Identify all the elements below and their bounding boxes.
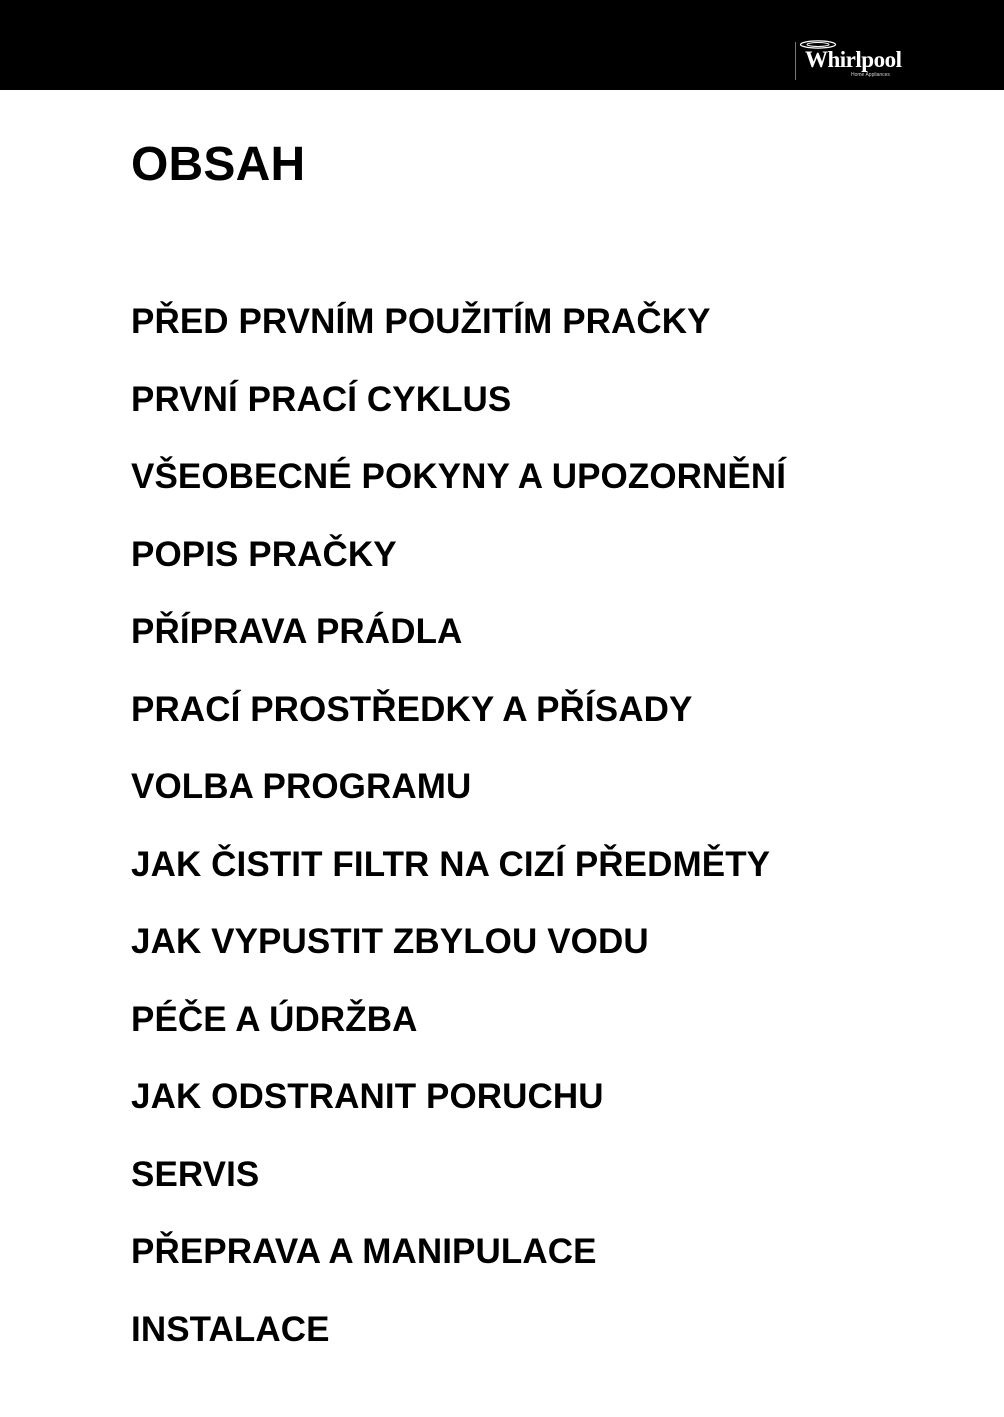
table-of-contents [131, 301, 786, 1386]
toc-item: POPIS PRAČKY [131, 534, 397, 574]
toc-item: VOLBA PROGRAMU [131, 767, 472, 806]
logo-wordmark: Whirlpool [805, 47, 902, 72]
toc-item: PŘED PRVNÍM POUŽITÍM PRAČKY [131, 302, 711, 341]
toc-item: PŘEPRAVA A MANIPULACE [131, 1232, 597, 1271]
logo-divider [795, 42, 796, 80]
toc-item: PRACÍ PROSTŘEDKY A PŘÍSADY [131, 689, 693, 729]
toc-item: JAK ČISTIT FILTR NA CIZÍ PŘEDMĚTY [131, 844, 771, 884]
toc-item: PÉČE A ÚDRŽBA [131, 999, 418, 1039]
toc-item: PRVNÍ PRACÍ CYKLUS [131, 379, 512, 419]
toc-item: JAK ODSTRANIT PORUCHU [131, 1077, 604, 1116]
toc-item: SERVIS [131, 1154, 260, 1194]
toc-item: JAK VYPUSTIT ZBYLOU VODU [131, 922, 649, 961]
toc-item: PŘÍPRAVA PRÁDLA [131, 612, 463, 651]
logo-subtitle: Home Appliances [851, 72, 890, 78]
whirlpool-logo [795, 38, 927, 82]
toc-item: VŠEOBECNÉ POKYNY A UPOZORNĚNÍ [131, 457, 787, 496]
header-bar [0, 0, 1004, 90]
page-title: OBSAH [131, 138, 306, 191]
toc-item: INSTALACE [131, 1309, 330, 1349]
